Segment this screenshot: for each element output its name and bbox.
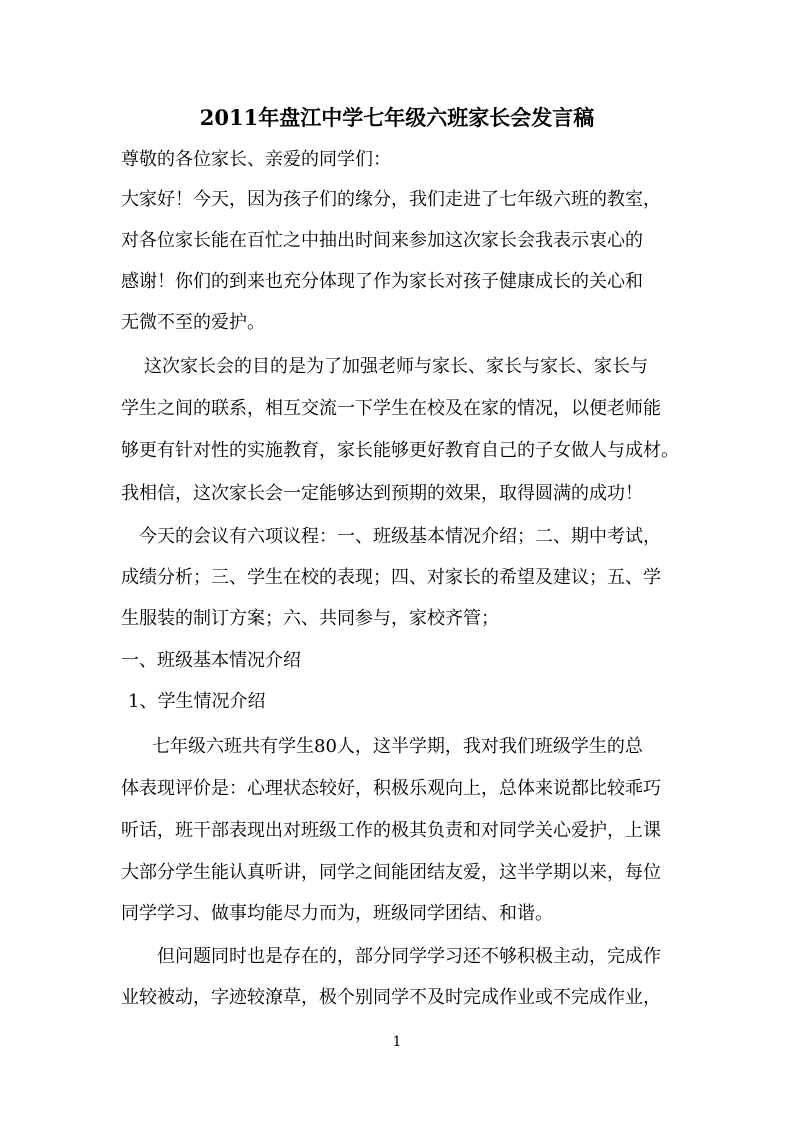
document-title: 2011年盘江中学七年级六班家长会发言稿	[199, 105, 595, 130]
paragraph-line: 七年级六班共有学生80人，这半学期，我对我们班级学生的总	[152, 736, 643, 757]
paragraph-line: 大家好！今天，因为孩子们的缘分，我们走进了七年级六班的教室，	[121, 189, 661, 210]
paragraph-line: 今天的会议有六项议程：一、班级基本情况介绍；二、期中考试，	[139, 526, 661, 547]
paragraph-line: 学生之间的联系，相互交流一下学生在校及在家的情况，以便老师能	[121, 398, 661, 419]
page-number: 1	[392, 1034, 402, 1050]
subsection-heading: 1、学生情况介绍	[128, 691, 266, 712]
paragraph-line: 体表现评价是：心理状态较好，积极乐观向上，总体来说都比较乖巧	[121, 778, 661, 799]
salutation-line: 尊敬的各位家长、亲爱的同学们：	[121, 149, 391, 170]
paragraph-line: 生服装的制订方案；六、共同参与，家校齐管；	[121, 608, 499, 629]
paragraph-line: 对各位家长能在百忙之中抽出时间来参加这次家长会我表示衷心的	[121, 230, 643, 251]
paragraph-line: 大部分学生能认真听讲，同学之间能团结友爱，这半学期以来，每位	[121, 862, 661, 883]
paragraph-line: 但问题同时也是存在的，部分同学学习还不够积极主动，完成作	[157, 946, 661, 967]
paragraph-line: 同学学习、做事均能尽力而为，班级同学团结、和谐。	[121, 903, 553, 924]
paragraph-line: 够更有针对性的实施教育，家长能够更好教育自己的子女做人与成材。	[121, 440, 679, 461]
paragraph-line: 无微不至的爱护。	[121, 312, 265, 333]
paragraph-line: 感谢！你们的到来也充分体现了作为家长对孩子健康成长的关心和	[121, 271, 643, 292]
paragraph-line: 这次家长会的目的是为了加强老师与家长、家长与家长、家长与	[144, 356, 648, 377]
paragraph-line: 听话，班干部表现出对班级工作的极其负责和对同学关心爱护，上课	[121, 820, 661, 841]
paragraph-line: 业较被动，字迹较潦草，极个别同学不及时完成作业或不完成作业，	[121, 987, 661, 1008]
section-heading: 一、班级基本情况介绍	[121, 650, 301, 671]
paragraph-line: 成绩分析；三、学生在校的表现；四、对家长的希望及建议；五、学	[121, 567, 661, 588]
paragraph-line: 我相信，这次家长会一定能够达到预期的效果，取得圆满的成功！	[121, 483, 643, 504]
